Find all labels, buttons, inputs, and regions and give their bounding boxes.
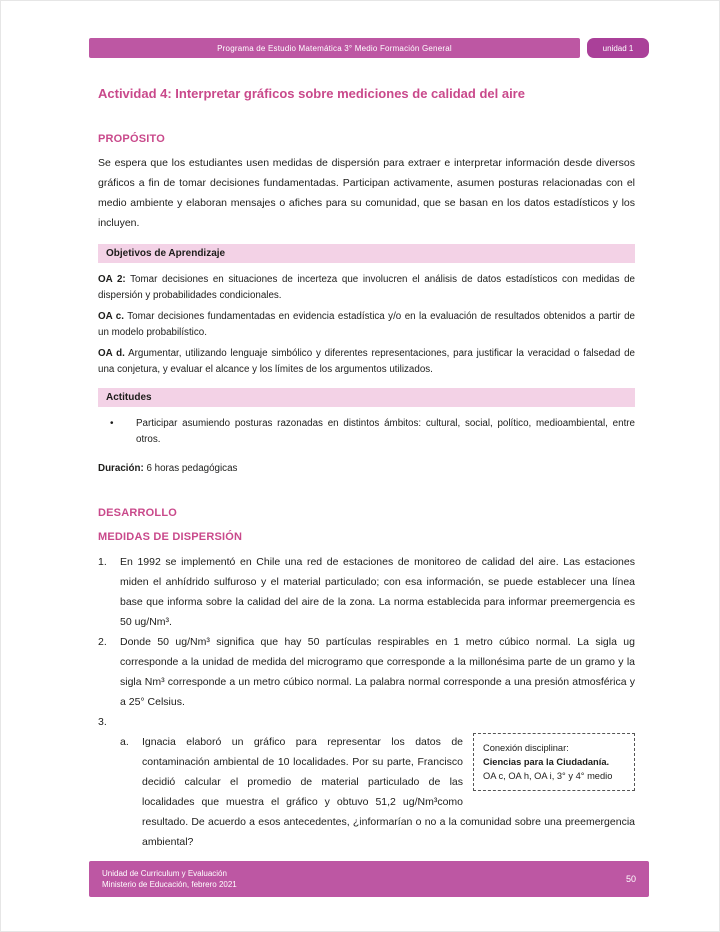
page-footer (89, 861, 649, 897)
list-text-2: Donde 50 ug/Nm³ significa que hay 50 partículas respirables en 1 metro cúbico normal. La sigla ug corresponde a la unidad de medida del microgramo que corresponde a la millonésima parte de un gramo y la sigla Nm³ corresponde a un metro cúbico normal. La palabra normal corresponde a una presión atmosférica y a 25° Celsius. (120, 635, 635, 708)
desarrollo-heading: DESARROLLO (98, 506, 177, 519)
conexion-title: Conexión disciplinar: (483, 742, 569, 753)
footer-text (102, 868, 237, 890)
oa-item-d (98, 346, 635, 377)
bullet-item (98, 416, 635, 447)
oa-d-text: Argumentar, utilizando lenguaje simbólico y diferentes representaciones, para justificar la veracidad o falsedad de una conjetura, y evaluar el alcance y los límites de los argumentos utilizados. (98, 348, 635, 375)
oa-2-label: OA 2: (98, 274, 126, 285)
conexion-box (473, 733, 635, 791)
list-text-a: Ignacia elaboró un gráfico para representar los datos de contaminación ambiental de 10 localidades. Por su parte, Francisco decidió calcular el promedio de material particulado de las localidades que muestra el gráfico y obtuvo 51,2 ug/Nm³como resultado. De acuerdo a esos antecedentes, ¿informarían o no a la comunidad sobre una preemergencia ambiental? (142, 735, 635, 848)
list-marker-3: 3. (98, 715, 107, 728)
footer-line-1: Unidad de Curriculum y Evaluación (102, 869, 227, 878)
oa-2-text: Tomar decisiones en situaciones de incerteza que involucren el análisis de datos estadísticos con medidas de dispersión y probabilidades condicionales. (98, 274, 636, 301)
objetivos-banner-label: Objetivos de Aprendizaje (106, 248, 226, 259)
objetivos-banner (98, 244, 635, 263)
numbered-list (98, 552, 635, 852)
footer-line-2: Ministerio de Educación, febrero 2021 (102, 880, 237, 889)
list-marker-2: 2. (98, 635, 107, 648)
list-item-3a (120, 732, 635, 852)
page-header (89, 38, 649, 58)
page-number: 50 (625, 874, 636, 884)
actitudes-banner (98, 388, 635, 407)
conexion-oas: OA c, OA h, OA i, 3° y 4° medio (483, 770, 613, 781)
list-item-2 (98, 632, 635, 712)
unit-label: unidad 1 (602, 43, 634, 53)
duration-label: Duración: (98, 463, 144, 474)
page-content (98, 86, 635, 852)
bullet-text: Participar asumiendo posturas razonadas en distintos ámbitos: cultural, social, político, medioambiental, entre otros. (136, 418, 635, 445)
list-item-3 (98, 712, 635, 732)
list-item-1 (98, 552, 635, 632)
unit-badge (587, 38, 649, 58)
medidas-heading: MEDIDAS DE DISPERSIÓN (98, 530, 243, 543)
bullet-marker: • (110, 418, 114, 429)
oa-d-label: OA d. (98, 348, 125, 359)
list-text-1: En 1992 se implementó en Chile una red de estaciones de monitoreo de calidad del aire. Las estaciones miden el anhídrido sulfuroso y el material particulado; con esa información, se puede establecer una línea base que informa sobre la calidad del aire de la zona. La norma establecida para informar preemergencia es 50 ug/Nm³. (120, 555, 635, 628)
activity-title: Actividad 4: Interpretar gráficos sobre mediciones de calidad del aire (98, 86, 525, 101)
proposito-heading: PROPÓSITO (98, 133, 165, 145)
duration (98, 461, 635, 477)
actitudes-banner-label: Actitudes (106, 392, 152, 403)
program-banner (89, 38, 580, 58)
proposito-body: Se espera que los estudiantes usen medidas de dispersión para extraer e interpretar información desde diversos gráficos a fin de tomar decisiones fundamentadas. Participan activamente, asumen posturas relacionadas con el medio ambiente y elaboran mensajes o afiches para su comunidad, que se basan en los datos estadísticos y los incluyen. (98, 157, 635, 229)
list-marker-1: 1. (98, 555, 107, 568)
oa-item-c (98, 309, 635, 340)
oa-c-text: Tomar decisiones fundamentadas en evidencia estadística y/o en la evaluación de resultados obtenidos a partir de un modelo probabilístico. (98, 311, 635, 338)
program-title: Programa de Estudio Matemática 3° Medio Formación General (217, 43, 452, 53)
list-marker-a: a. (120, 735, 129, 748)
conexion-subject: Ciencias para la Ciudadanía. (483, 756, 610, 767)
oa-item-2 (98, 272, 635, 303)
duration-text: 6 horas pedagógicas (143, 463, 238, 474)
oa-c-label: OA c. (98, 311, 124, 322)
